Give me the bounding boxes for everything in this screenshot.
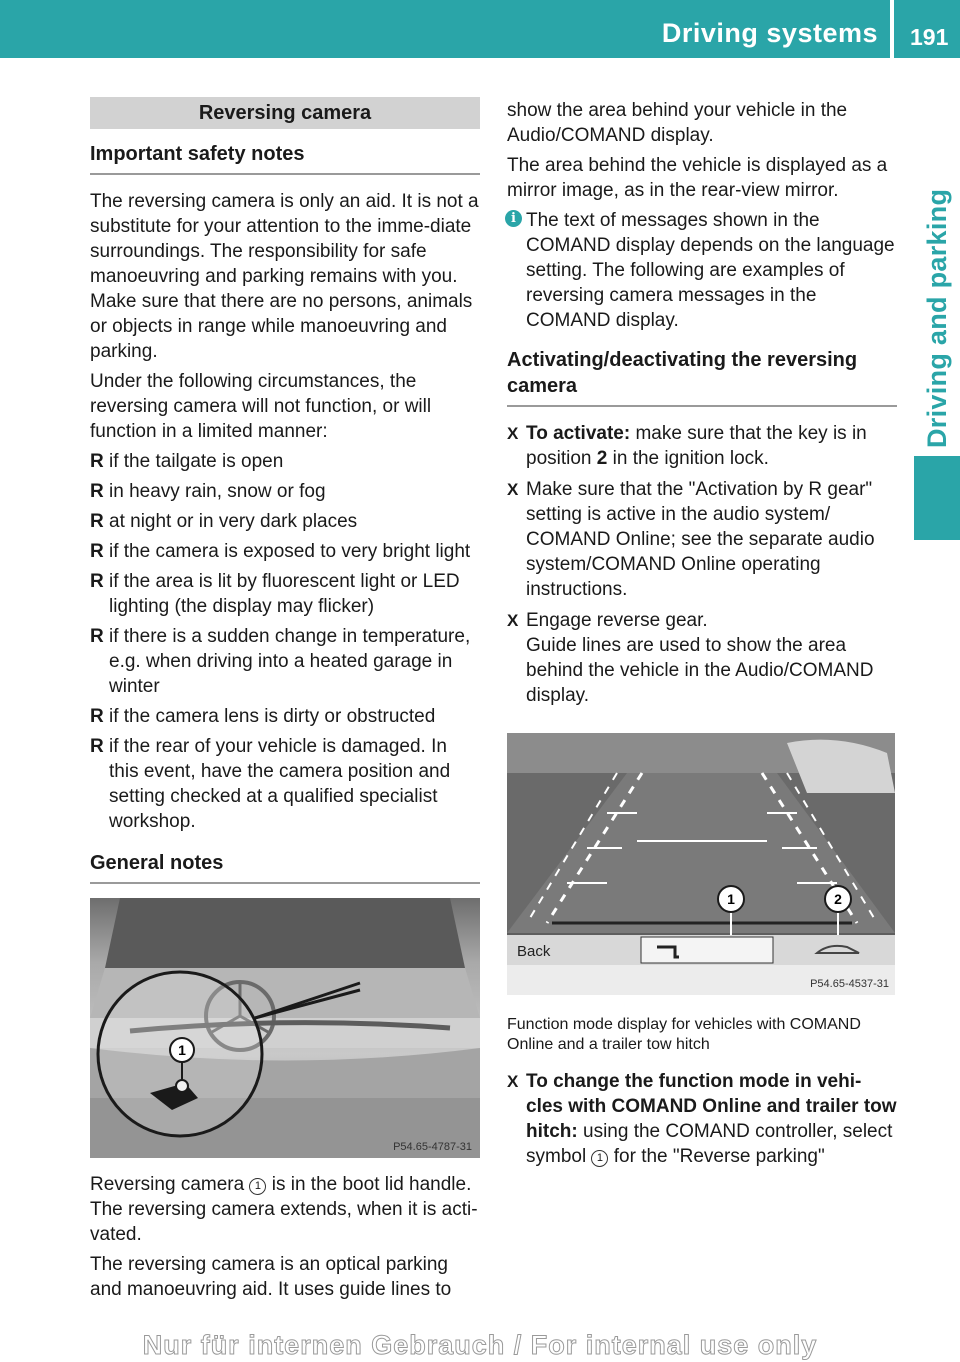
callout-marker: 1 [591, 1150, 608, 1167]
text-run: using the COMAND controller, select symbol [526, 1121, 893, 1167]
list-item [90, 479, 480, 504]
info-note [507, 208, 897, 333]
bullet-text: at night or in very dark places [109, 511, 358, 532]
step-lead: To change the function mode in vehi-cles with COMAND Online and trailer tow hitch: [526, 1071, 897, 1142]
bullet-mark: R [90, 626, 104, 647]
chapter-title: Driving systems [661, 18, 878, 48]
screen-back-label: Back [517, 943, 551, 960]
list-item [90, 734, 480, 834]
info-text: The text of messages shown in the COMAND display depends on the language setting. The following are examples of reversing camera messages in the COMAND display. [526, 210, 895, 331]
bullet-mark: R [90, 451, 104, 472]
instruction-step [507, 608, 897, 708]
photo-callout-1: 1 [178, 1042, 186, 1058]
camera-display-illustration [507, 733, 895, 995]
text-run: in the ignition lock. [607, 448, 769, 469]
text-run: for the "Reverse parking" [608, 1146, 825, 1167]
boot-lid-photo [90, 898, 480, 1158]
right-column-bottom [507, 1005, 897, 1175]
bullet-mark: R [90, 736, 104, 757]
text-run: is in the boot lid handle. The reversing camera extends, when it is acti-vated. [90, 1174, 478, 1245]
list-item [90, 704, 480, 729]
paragraph: The reversing camera is only an aid. It is not a substitute for your attention to the imme-diate surroundings. The responsibility for safe manoeuvring and parking remains with you. Make sure that there are no persons, animals or objects in range while manoeuvring and parking. [90, 191, 479, 362]
list-item [90, 569, 480, 619]
paragraph [90, 1172, 482, 1247]
header-bar [0, 0, 960, 58]
bullet-mark: R [90, 481, 104, 502]
camera-display-photo [507, 733, 895, 995]
heading-safety-notes: Important safety notes [90, 141, 480, 175]
info-icon: i [505, 210, 522, 227]
list-item [90, 449, 480, 474]
boot-lid-illustration [90, 898, 480, 1158]
right-column [507, 98, 897, 714]
bullet-text: if the rear of your vehicle is damaged. In this event, have the camera position and setting checked at a qualified specialist workshop. [109, 736, 451, 832]
paragraph: The area behind the vehicle is displayed as a mirror image, as in the rear-view mirror. [507, 155, 888, 201]
instruction-step [507, 477, 897, 602]
paragraph: show the area behind your vehicle in the Audio/COMAND display. [507, 100, 848, 146]
header-divider [890, 0, 894, 58]
instruction-step [507, 421, 897, 471]
left-column [90, 97, 480, 898]
bullet-text: if the camera is exposed to very bright light [109, 541, 471, 562]
step-marker: X [507, 611, 519, 630]
bullet-mark: R [90, 541, 104, 562]
list-item [90, 624, 480, 699]
screen-callout-1: 1 [727, 891, 735, 907]
callout-marker: 1 [249, 1178, 266, 1195]
step-text: Engage reverse gear. [526, 610, 708, 631]
bullet-mark: R [90, 571, 104, 592]
paragraph: The reversing camera is an optical parking and manoeuvring aid. It uses guide lines to [90, 1254, 452, 1300]
side-tab [914, 58, 960, 448]
heading-activating: Activating/deactivating the reversing camera [507, 347, 897, 407]
text-run: make sure that the key is in position [526, 423, 867, 469]
heading-general-notes: General notes [90, 850, 480, 884]
photo-code: P54.65-4787-31 [393, 1141, 472, 1153]
bullet-mark: R [90, 706, 104, 727]
internal-use-watermark: Nur für internen Gebrauch / For internal use only [142, 1330, 818, 1360]
bullet-text: if there is a sudden change in temperature, e.g. when driving into a heated garage in winter [109, 626, 471, 697]
text-run: Reversing camera [90, 1174, 250, 1195]
bullet-text: in heavy rain, snow or fog [109, 481, 326, 502]
list-item [90, 509, 480, 534]
bullet-text: if the camera lens is dirty or obstructed [109, 706, 436, 727]
side-tab-label: Driving and parking [922, 188, 952, 448]
list-item [90, 539, 480, 564]
bullet-text: if the area is lit by fluorescent light or LED lighting (the display may flicker) [109, 571, 460, 617]
side-tab-marker [914, 456, 960, 540]
screen-callout-2: 2 [834, 891, 842, 907]
step-marker: X [507, 480, 519, 499]
key-position: 2 [596, 448, 608, 469]
bullet-text: if the tailgate is open [109, 451, 284, 472]
section-title: Reversing camera [90, 97, 480, 129]
page-number: 191 [910, 24, 949, 50]
bullet-mark: R [90, 511, 104, 532]
step-text: Guide lines are used to show the area behind the vehicle in the Audio/COMAND display. [526, 635, 874, 706]
step-marker: X [507, 424, 519, 443]
instruction-step [507, 1069, 897, 1169]
screen-code: P54.65-4537-31 [810, 978, 889, 990]
paragraph: Under the following circumstances, the reversing camera will not function, or will function in a limited manner: [90, 371, 432, 442]
step-lead: To activate: [526, 423, 631, 444]
figure-caption: Function mode display for vehicles with COMAND Online and a trailer tow hitch [507, 1016, 861, 1053]
step-text: Make sure that the "Activation by R gear" setting is active in the audio system/ COMAND Online; see the separate audio system/COMAND Online operating instructions. [526, 479, 875, 600]
left-column-bottom [90, 1172, 482, 1307]
step-marker: X [507, 1072, 519, 1091]
